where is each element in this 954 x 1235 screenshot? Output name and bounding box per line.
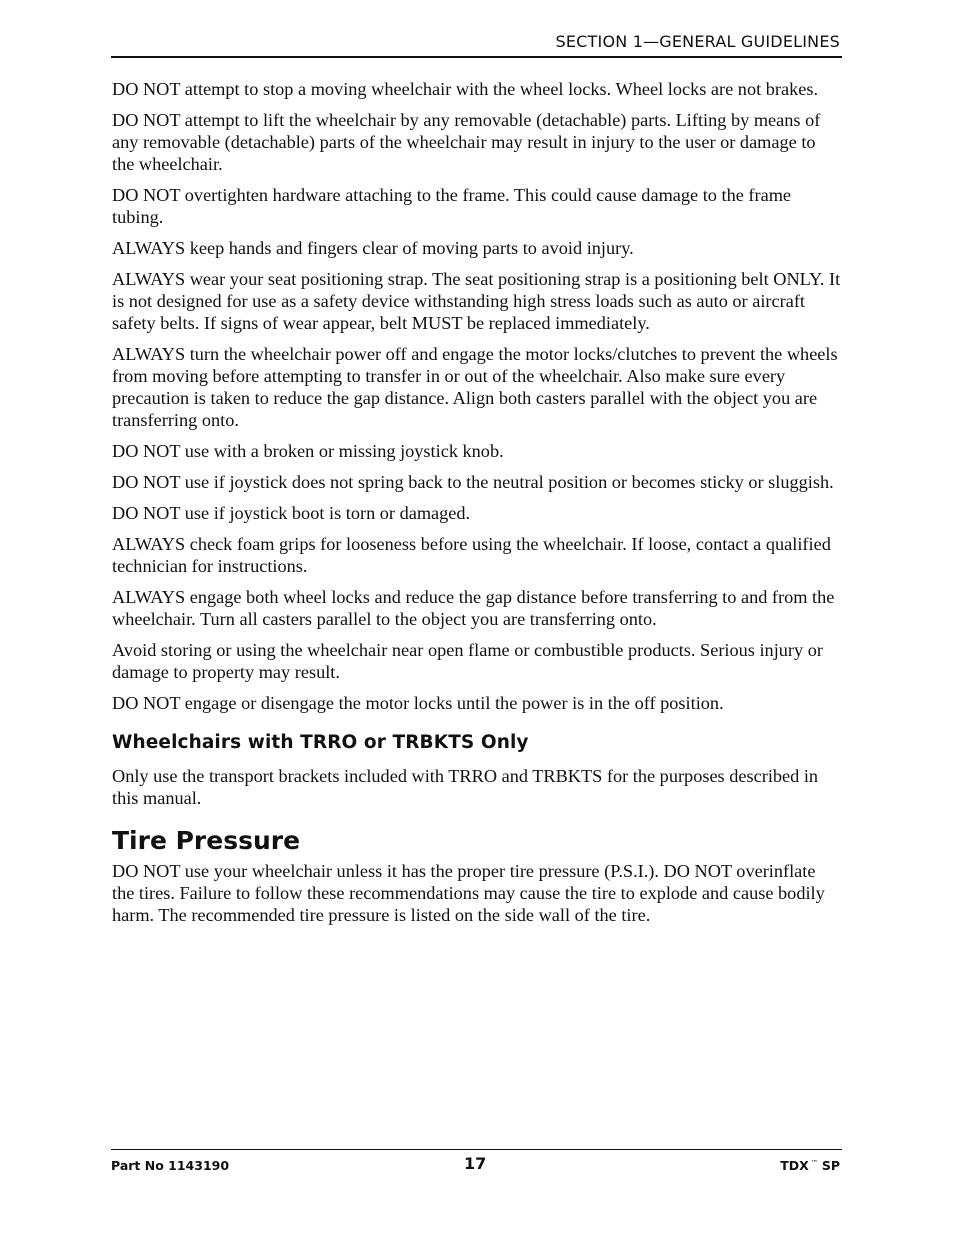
warning-paragraph: DO NOT overtighten hardware attaching to the frame. This could cause damage to the frame tubing. xyxy=(112,185,792,227)
subsection-paragraph: Only use the transport brackets included with TRRO and TRBKTS for the purposes described in this manual. xyxy=(112,766,819,808)
warning-paragraph: DO NOT engage or disengage the motor locks until the power is in the off position. xyxy=(112,693,724,713)
warning-paragraph: ALWAYS engage both wheel locks and reduce the gap distance before transferring to and from the wheelchair. Turn all casters parallel to the object you are transferring onto. xyxy=(112,587,835,629)
trademark-symbol: ™ xyxy=(810,1159,818,1167)
section-heading: Tire Pressure xyxy=(112,826,301,855)
product-model: SP xyxy=(821,1158,840,1173)
part-number: Part No 1143190 xyxy=(111,1158,230,1173)
warning-paragraph: DO NOT use if joystick does not spring back to the neutral position or becomes sticky or sluggish. xyxy=(112,472,834,492)
page-content xyxy=(112,78,842,935)
subsection-heading: Wheelchairs with TRRO or TRBKTS Only xyxy=(112,732,529,753)
product-name xyxy=(780,1158,840,1173)
page-header xyxy=(111,30,842,58)
warning-paragraph: ALWAYS wear your seat positioning strap. The seat positioning strap is a positioning belt ONLY. It is not designed for use as a safety device withstanding high stress loads such as auto or aircraft safety belts. If signs of wear appear, belt MUST be replaced immediately. xyxy=(112,269,841,333)
warning-paragraph: ALWAYS turn the wheelchair power off and engage the motor locks/clutches to prevent the wheels from moving before attempting to transfer in or out of the wheelchair. Also make sure every precaution is taken to reduce the gap distance. Align both casters parallel with the object you are transferring onto. xyxy=(112,344,838,430)
page-footer xyxy=(111,1149,842,1180)
section-title: SECTION 1—GENERAL GUIDELINES xyxy=(555,32,840,51)
warning-paragraph: DO NOT use if joystick boot is torn or damaged. xyxy=(112,503,471,523)
warning-paragraph: ALWAYS keep hands and fingers clear of moving parts to avoid injury. xyxy=(112,238,634,258)
section-paragraph: DO NOT use your wheelchair unless it has the proper tire pressure (P.S.I.). DO NOT overinflate the tires. Failure to follow these recommendations may cause the tire to explode and cause bodily harm. The recommended tire pressure is listed on the side wall of the tire. xyxy=(112,861,825,925)
warning-paragraph: Avoid storing or using the wheelchair near open flame or combustible products. Serious injury or damage to property may result. xyxy=(112,640,823,682)
warning-paragraph: ALWAYS check foam grips for looseness before using the wheelchair. If loose, contact a qualified technician for instructions. xyxy=(112,534,831,576)
warning-paragraph: DO NOT attempt to lift the wheelchair by any removable (detachable) parts. Lifting by means of any removable (detachable) parts of the wheelchair may result in injury to the user or damage to the wheelchair. xyxy=(112,110,821,174)
warning-paragraph: DO NOT attempt to stop a moving wheelchair with the wheel locks. Wheel locks are not brakes. xyxy=(112,79,819,99)
warning-paragraph: DO NOT use with a broken or missing joystick knob. xyxy=(112,441,504,461)
page-number: 17 xyxy=(464,1154,487,1173)
product-brand: TDX xyxy=(780,1158,809,1173)
